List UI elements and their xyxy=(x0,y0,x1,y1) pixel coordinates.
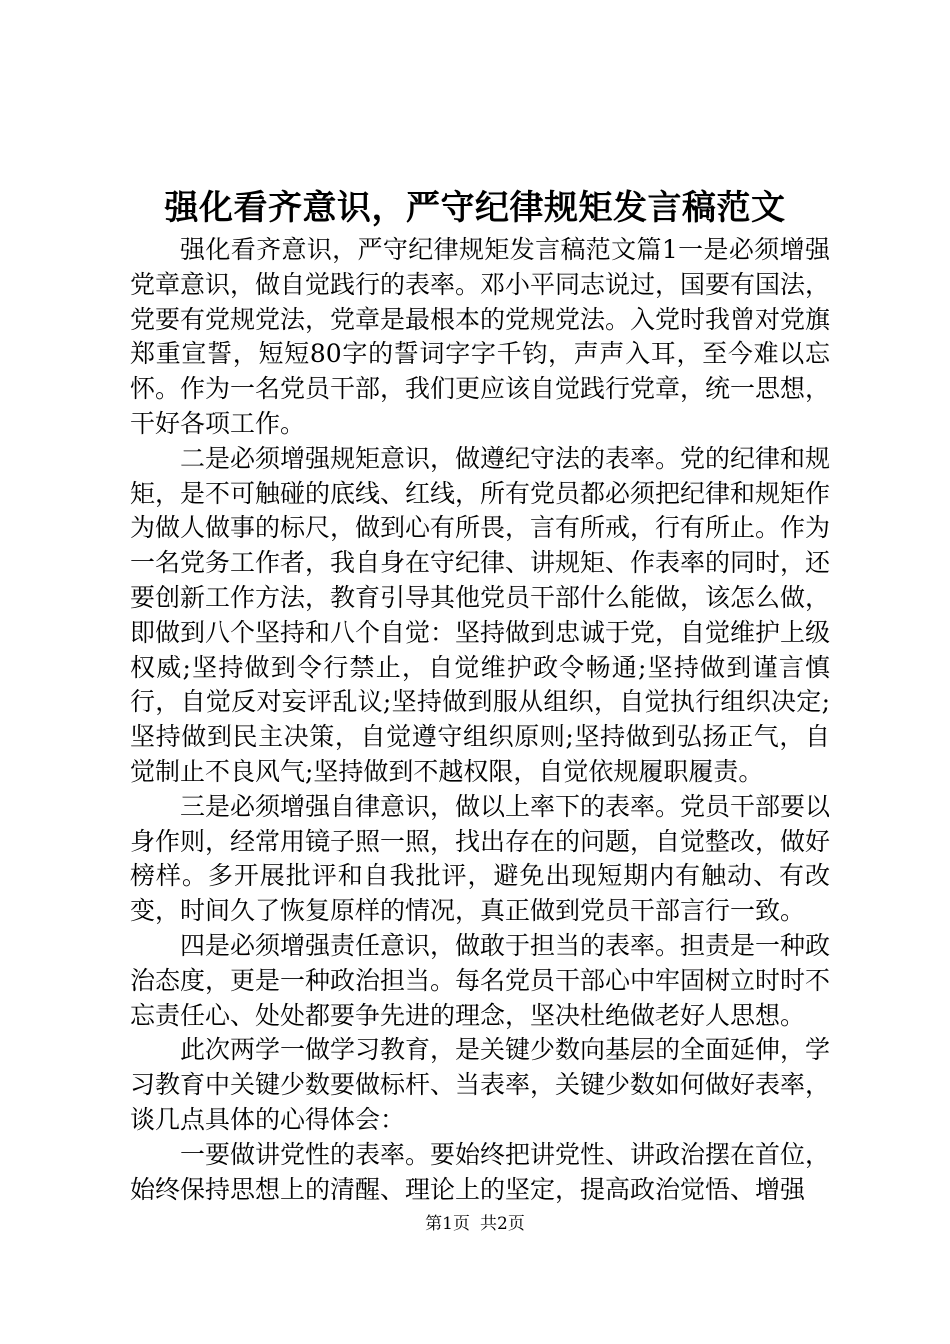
page-footer xyxy=(0,1212,950,1236)
document-body xyxy=(130,233,830,1207)
document-title: 强化看齐意识，严守纪律规矩发言稿范文 xyxy=(164,188,786,228)
paragraph-4: 四是必须增强责任意识，做敢于担当的表率。担责是一种政治态度，更是一种政治担当。每名党员干部心中牢固树立时时不忘责任心、处处都要争先进的理念，坚决杜绝做老好人思想。 xyxy=(130,930,831,1030)
paragraph-5: 此次两学一做学习教育，是关键少数向基层的全面延伸，学习教育中关键少数要做标杆、当表率，关键少数如何做好表率，谈几点具体的心得体会： xyxy=(130,1035,831,1134)
paragraph-3: 三是必须增强自律意识，做以上率下的表率。党员干部要以身作则，经常用镜子照一照，找出存在的问题，自觉整改，做好榜样。多开展批评和自我批评，避免出现短期内有触动、有改变，时间久了恢复原样的情况，真正做到党员干部言行一致。 xyxy=(130,791,831,926)
paragraph-6: 一要做讲党性的表率。要始终把讲党性、讲政治摆在首位，始终保持思想上的清醒、理论上的坚定，提高政治觉悟、增强 xyxy=(130,1139,831,1204)
paragraph-2: 二是必须增强规矩意识，做遵纪守法的表率。党的纪律和规矩，是不可触碰的底线、红线，所有党员都必须把纪律和规矩作为做人做事的标尺，做到心有所畏，言有所戒，行有所止。作为一名党务工作者，我自身在守纪律、讲规矩、作表率的同时，还要创新工作方法，教育引导其他党员干部什么能做，该怎么做，即做到八个坚持和八个自觉：坚持做到忠诚于党，自觉维护上级权威;坚持做到令行禁止，自觉维护政令畅通;坚持做到谨言慎行，自觉反对妄评乱议;坚持做到服从组织，自觉执行组织决定;坚持做到民主决策，自觉遵守组织原则;坚持做到弘扬正气，自觉制止不良风气;坚持做到不越权限，自觉依规履职履责。 xyxy=(130,443,831,786)
page-number: 第1页 xyxy=(425,1214,470,1234)
paragraph-1: 强化看齐意识，严守纪律规矩发言稿范文篇1一是必须增强党章意识，做自觉践行的表率。邓小平同志说过，国要有国法，党要有党规党法，党章是最根本的党规党法。入党时我曾对党旗郑重宣誓，短短80字的誓词字字千钧，声声入耳，至今难以忘怀。作为一名党员干部，我们更应该自觉践行党章，统一思想，干好各项工作。 xyxy=(130,235,831,438)
page-total: 共2页 xyxy=(480,1214,525,1234)
